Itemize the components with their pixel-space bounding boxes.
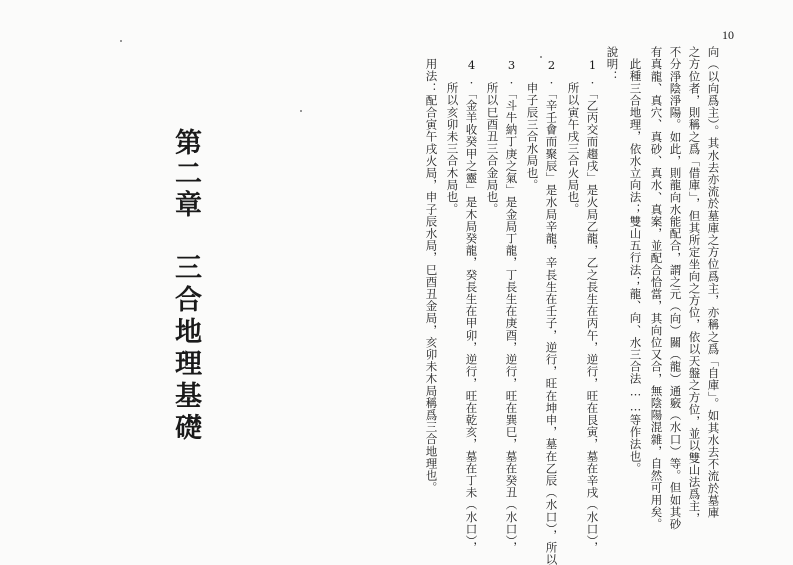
usage-note: 用法：配合寅午戌火局，申子辰水局，巳酉丑金局，亥卯未木局稱爲三合地理也。 [424,58,439,494]
scan-speck [300,110,302,112]
body-text-column: 向（以向爲主）。其水去亦流於墓庫之方位爲主，亦稱之爲「自庫」。如其水去不流於墓庫 [706,46,721,519]
scan-speck [540,56,542,58]
list-item: 1.「乙丙交而趨戌」是火局乙龍，乙之長生在丙午，逆行，旺在艮寅，墓在辛戌（水口）， [585,58,600,554]
chapter-label: 第二章 [170,128,201,221]
body-text-column: 不分淨陰淨陽。如此，則龍向水能配合，謂之元（向）關（龍）通竅（水口）等。但如其砂 [668,46,683,530]
list-item-continuation: 所以亥卯未三合木局也。 [445,82,460,216]
chapter-heading [160,128,220,445]
body-text-column: 之方位者，則稱之爲「借庫」，但其所定坐向之方位，依以天盤之方位，並以雙山法爲主， [687,46,702,525]
body-text-column: 有真龍、真穴、真砂、真水、真案，並配合恰當，其向位又合，無陰陽混雜，自然可用矣。 [649,46,664,530]
list-item-continuation: 所以寅午戌三合火局也。 [566,82,581,216]
list-item: 4.「金羊收癸甲之靈」是木局癸龍，癸長生在甲卯，逆行，旺在乾亥，墓在丁未（水口）， [464,58,479,554]
list-item: 3.「斗牛納丁庚之氣」是金局丁龍，丁長生在庚酉，逆行，旺在巽巳，墓在癸丑（水口）， [504,58,519,554]
body-text-column: 說明： [605,46,620,83]
list-item-continuation: 申子辰三合水局也。 [525,82,540,191]
chapter-title: 三合地理基礎 [170,253,201,445]
scan-speck [120,40,122,42]
list-item-continuation: 所以巳酉丑三合金局也。 [485,82,500,216]
page-number: 10 [722,28,734,42]
body-text-column: 此種三合地理，依水立向法；雙山五行法；龍、向、水三合法……等作法也。 [628,58,643,475]
list-item: 2.「辛壬會而聚辰」是水局辛龍，辛長生在壬子，逆行，旺在坤申，墓在乙辰（水口），所以 [544,58,559,565]
